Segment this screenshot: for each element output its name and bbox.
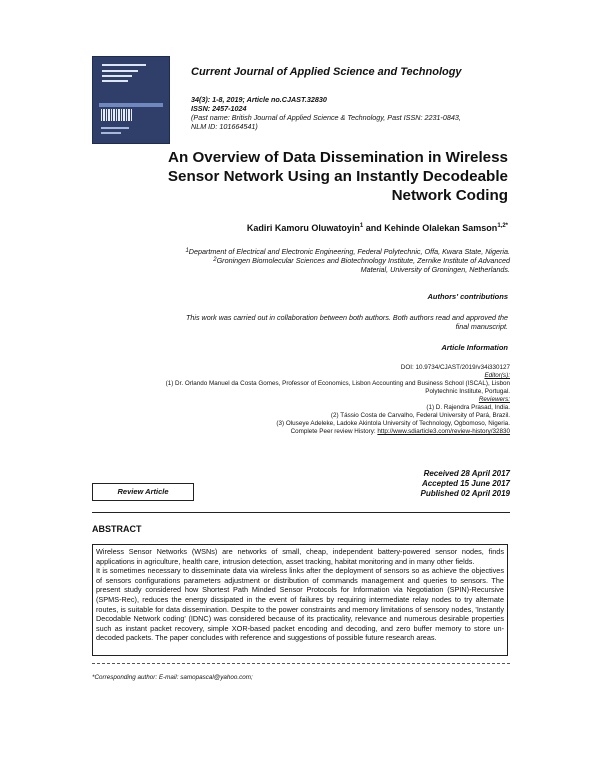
footnote: *Corresponding author: E-mail: samopascal@yahoo.com;	[92, 674, 253, 681]
abstract-box: Wireless Sensor Networks (WSNs) are networks of small, cheap, independent battery-powered sensor nodes, finds applications in agriculture, health care, intrusion detection, asset tracking, habitat monitoring and in many other fields. It is sometimes necessary to disseminate data via wireless links after the deployment of sensors so as achieve the objectives of sensors configurations parameters adjustment or distribution of commands management and queries to sensors. The present study considered how Shortest Path Minded Sensor Protocols for Information via Negotiation (SPIN)-Recursive (SPMS-Rec), reduces the energy dissipated in the event of failures by requiring intermediate relay nodes to try alternate routes, is suitable for data dissemination. Despite to the power constraints and memory limitations of sensory nodes, 'Instantly Decodable Network coding' (IDNC) was considered because of its practicality, relevance and numerous desirable properties such as instant packet recovery, simple XOR-based packet encoding and decoding, and zero buffer memory to store un-decoded packets. The paper concludes with reference and suggestions of possible future research areas.	[92, 544, 508, 656]
author-2: Kehinde Olalekan Samson	[384, 223, 498, 233]
abstract-heading: ABSTRACT	[92, 524, 142, 534]
contributions-heading: Authors' contributions	[427, 292, 508, 301]
affiliations: $^1$Department of Electrical and Electronic Engineering, Federal Polytechnic, Offa, Kwara State, Nigeria. $^2$Groningen Biomolecular Sciences and Biotechnology Institute, Zernike Institute of Advanced Material, University of Groningen, Netherlands.	[185, 247, 510, 274]
doi: DOI: 10.9734/CJAST/2019/v34i330127	[400, 364, 510, 371]
issn: ISSN: 2457-1024	[191, 104, 247, 113]
article-info-heading: Article Information	[441, 343, 508, 352]
review-history-link[interactable]: http://www.sdiarticle3.com/review-history/32830	[377, 428, 510, 435]
past-name: (Past name: British Journal of Applied Science & Technology, Past ISSN: 2231-0843,	[191, 113, 461, 122]
divider	[92, 512, 510, 513]
article-info: DOI: 10.9734/CJAST/2019/v34i330127 Editor(s): (1) Dr. Orlando Manuel da Costa Gomes, Professor of Economics, Lisbon Accounting and Business School (ISCAL), Lisbon Polytechnic Institute, Portugal. Reviewers: (1) D. Rajendra Prasad, India. (2) Tássio Costa de Carvalho, Federal University of Pará, Brazil. (3) Oluseye Adeleke, Ladoke Akintola University of Technology, Ogbomoso, Nigeria. Complete Peer review History: http://www.sdiarticle3.com/review-history/32830	[92, 364, 510, 436]
journal-meta	[191, 95, 521, 131]
journal-name: Current Journal of Applied Science and Technology	[191, 66, 462, 78]
author-1: Kadiri Kamoru Oluwatoyin	[246, 223, 360, 233]
citation: 34(3): 1-8, 2019; Article no.CJAST.32830	[191, 95, 327, 104]
article-title: An Overview of Data Dissemination in Wireless Sensor Network Using an Instantly Decodeable Network Coding	[167, 149, 508, 204]
journal-cover-thumbnail	[92, 56, 170, 144]
footnote-divider	[92, 663, 510, 664]
author-list: Kadiri Kamoru Oluwatoyin$^1$ and Kehinde Olalekan Samson$^{1,2*}$	[246, 223, 508, 233]
article-type-badge: Review Article	[92, 483, 194, 501]
nlm-id: NLM ID: 101664541)	[191, 122, 258, 131]
contributions-text: This work was carried out in collaboration between both authors. Both authors read and approved the final manuscript.	[185, 313, 508, 331]
publication-dates: Received 28 April 2017 Accepted 15 June 2017 Published 02 April 2019	[420, 469, 510, 498]
